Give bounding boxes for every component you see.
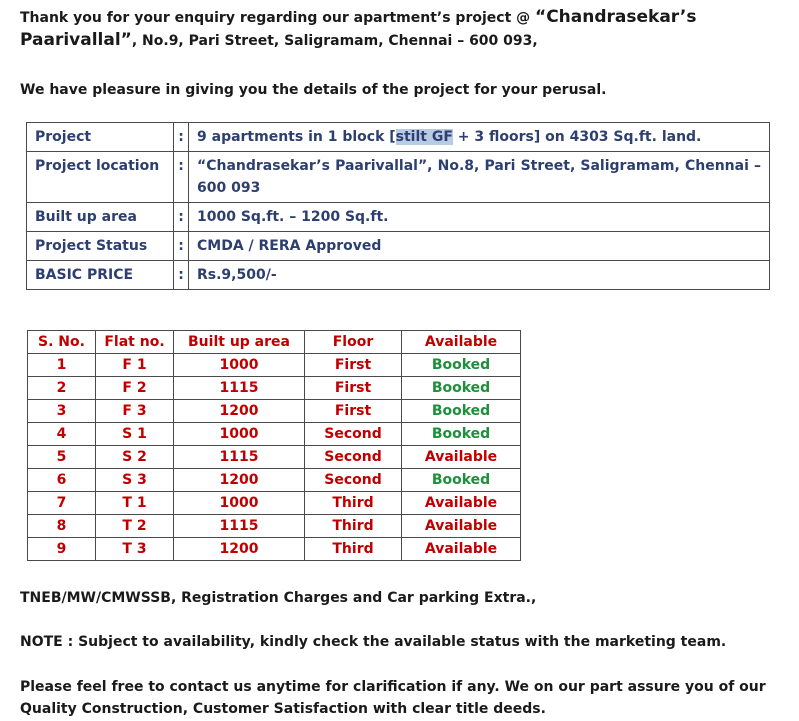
cell-flat-no: T 3 (96, 538, 174, 561)
note-text: NOTE : Subject to availability, kindly check the available status with the marketing team. (20, 634, 727, 650)
colon: : (174, 123, 189, 152)
table-row (28, 515, 521, 538)
cell-flat-no: S 2 (96, 446, 174, 469)
colon: : (174, 261, 189, 290)
cell-status: Booked (402, 469, 521, 492)
cell-sno: 6 (28, 469, 96, 492)
cell-status: Available (402, 538, 521, 561)
cell-sno: 7 (28, 492, 96, 515)
details-row-price (27, 261, 770, 290)
cell-floor: Third (305, 515, 402, 538)
table-row (28, 354, 521, 377)
cell-floor: Second (305, 423, 402, 446)
project-label: Project (27, 123, 174, 152)
cell-sno: 3 (28, 400, 96, 423)
table-row (28, 423, 521, 446)
cell-flat-no: T 2 (96, 515, 174, 538)
header-available: Available (402, 331, 521, 354)
cell-built-up-area: 1200 (174, 538, 305, 561)
cell-built-up-area: 1000 (174, 354, 305, 377)
lead-paragraph: We have pleasure in giving you the details of the project for your perusal. (20, 82, 607, 98)
project-value-end: + 3 floors] on 4303 Sq.ft. land. (452, 129, 702, 145)
table-row (28, 492, 521, 515)
details-row-area (27, 203, 770, 232)
price-value: Rs.9,500/- (189, 261, 770, 290)
intro-text-end: , No.9, Pari Street, Saligramam, Chennai – 600 093, (131, 33, 538, 49)
area-label: Built up area (27, 203, 174, 232)
selected-text[interactable]: stilt GF (395, 129, 453, 145)
cell-built-up-area: 1115 (174, 377, 305, 400)
header-flat-no: Flat no. (96, 331, 174, 354)
table-row (28, 400, 521, 423)
status-value: CMDA / RERA Approved (189, 232, 770, 261)
cell-floor: First (305, 354, 402, 377)
contact-text: Please feel free to contact us anytime for clarification if any. We on our part assure you of our Quality Construction, Customer Satisfaction with clear title deeds. (20, 679, 766, 717)
cell-flat-no: F 3 (96, 400, 174, 423)
cell-floor: First (305, 400, 402, 423)
cell-built-up-area: 1000 (174, 492, 305, 515)
area-value: 1000 Sq.ft. – 1200 Sq.ft. (189, 203, 770, 232)
project-value (189, 123, 770, 152)
cell-built-up-area: 1000 (174, 423, 305, 446)
header-built-up-area: Built up area (174, 331, 305, 354)
details-row-project (27, 123, 770, 152)
cell-built-up-area: 1115 (174, 515, 305, 538)
table-row (28, 469, 521, 492)
details-row-status (27, 232, 770, 261)
cell-status: Booked (402, 400, 521, 423)
colon: : (174, 232, 189, 261)
cell-flat-no: F 1 (96, 354, 174, 377)
cell-floor: Second (305, 469, 402, 492)
cell-status: Booked (402, 377, 521, 400)
header-sno: S. No. (28, 331, 96, 354)
cell-sno: 9 (28, 538, 96, 561)
flats-header-row (28, 331, 521, 354)
colon: : (174, 152, 189, 203)
cell-built-up-area: 1200 (174, 400, 305, 423)
cell-status: Available (402, 446, 521, 469)
cell-flat-no: T 1 (96, 492, 174, 515)
details-row-location (27, 152, 770, 203)
status-label: Project Status (27, 232, 174, 261)
intro-paragraph (20, 6, 780, 52)
project-name: “Chandrasekar’s Paarivallal” (20, 7, 697, 50)
cell-built-up-area: 1200 (174, 469, 305, 492)
cell-floor: Second (305, 446, 402, 469)
price-label: BASIC PRICE (27, 261, 174, 290)
cell-built-up-area: 1115 (174, 446, 305, 469)
extra-charges-text: TNEB/MW/CMWSSB, Registration Charges and Car parking Extra., (20, 590, 537, 606)
table-row (28, 446, 521, 469)
cell-sno: 1 (28, 354, 96, 377)
cell-sno: 2 (28, 377, 96, 400)
cell-flat-no: S 3 (96, 469, 174, 492)
cell-status: Available (402, 515, 521, 538)
cell-sno: 8 (28, 515, 96, 538)
header-floor: Floor (305, 331, 402, 354)
table-row (28, 377, 521, 400)
table-row (28, 538, 521, 561)
project-value-start: 9 apartments in 1 block [ (197, 129, 396, 145)
colon: : (174, 203, 189, 232)
project-details-table (26, 122, 770, 290)
cell-floor: First (305, 377, 402, 400)
cell-floor: Third (305, 538, 402, 561)
cell-flat-no: S 1 (96, 423, 174, 446)
cell-sno: 4 (28, 423, 96, 446)
cell-sno: 5 (28, 446, 96, 469)
intro-text-start: Thank you for your enquiry regarding our apartment’s project @ (20, 10, 536, 26)
cell-flat-no: F 2 (96, 377, 174, 400)
cell-status: Booked (402, 423, 521, 446)
location-label: Project location (27, 152, 174, 203)
flat-availability-table (27, 330, 521, 561)
cell-floor: Third (305, 492, 402, 515)
location-value: “Chandrasekar’s Paarivallal”, No.8, Pari Street, Saligramam, Chennai – 600 093 (189, 152, 770, 203)
cell-status: Booked (402, 354, 521, 377)
cell-status: Available (402, 492, 521, 515)
